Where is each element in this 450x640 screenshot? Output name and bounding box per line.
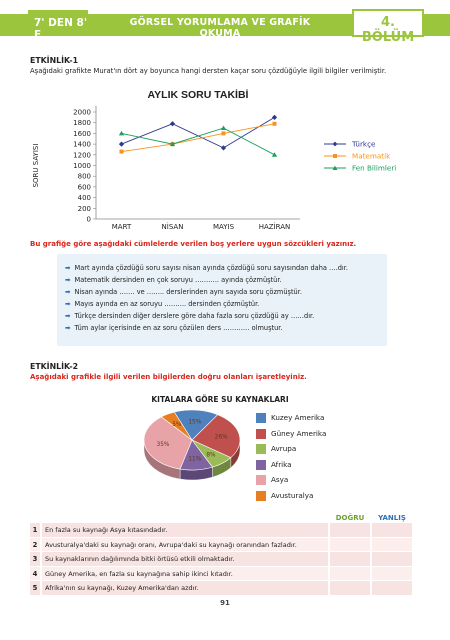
data-point	[170, 121, 175, 126]
row-number: 3	[30, 552, 40, 566]
true-checkbox[interactable]	[330, 538, 370, 552]
legend-label: Fen Bilimleri	[352, 163, 397, 173]
legend-swatch	[256, 460, 266, 470]
list-item: ➡ Türkçe dersinden diğer derslere göre daha fazla soru çözdüğü ay ……dır.	[65, 312, 315, 320]
series-line	[122, 124, 275, 152]
legend-swatch	[256, 413, 266, 423]
pie-value-label: 15%	[188, 419, 202, 426]
y-tick-label: 400	[77, 194, 91, 203]
chapter-badge: 4. BÖLÜM	[352, 9, 424, 37]
legend-swatch	[256, 491, 266, 501]
data-point	[120, 150, 124, 154]
data-point	[119, 131, 124, 136]
y-tick-label: 2000	[73, 108, 91, 117]
y-tick-label: 0	[86, 215, 91, 224]
row-number: 4	[30, 567, 40, 581]
arrow-icon: ➡	[65, 288, 71, 296]
pie-value-label: 35%	[156, 442, 170, 449]
chart-title: AYLIK SORU TAKİBİ	[147, 89, 249, 101]
legend-swatch	[256, 444, 266, 454]
column-header-false: YANLIŞ	[378, 514, 406, 522]
pie-value-label: 11%	[188, 456, 202, 463]
table-row	[30, 523, 422, 537]
true-false-table	[30, 512, 422, 596]
legend-marker	[333, 142, 338, 147]
series-line	[122, 128, 275, 155]
pie-chart	[132, 392, 252, 492]
false-checkbox[interactable]	[372, 581, 412, 595]
y-tick-label: 1800	[73, 119, 91, 128]
table-header	[30, 512, 422, 523]
data-point	[222, 131, 226, 135]
arrow-icon: ➡	[65, 312, 71, 320]
pie-value-label: 8%	[206, 452, 216, 459]
x-tick-label: NİSAN	[161, 223, 184, 231]
list-item: ➡ Mayıs ayında en az soruyu ………. dersinden çözmüştür.	[65, 300, 260, 308]
page-number: 91	[220, 599, 230, 607]
legend-label: Türkçe	[352, 139, 376, 149]
grade-label: 7' DEN 8' E	[28, 10, 88, 36]
true-checkbox[interactable]	[330, 552, 370, 566]
y-axis-label: SORU SAYISI	[32, 143, 40, 188]
arrow-icon: ➡	[65, 324, 71, 332]
activity2-instruction: Aşağıdaki grafikle ilgili verilen bilgilerden doğru olanları işaretleyiniz.	[30, 373, 307, 381]
false-checkbox[interactable]	[372, 538, 412, 552]
y-tick-label: 1400	[73, 140, 91, 149]
pie-value-label: 5%	[172, 421, 182, 428]
legend-label: Avrupa	[271, 444, 297, 453]
legend-marker	[333, 154, 337, 158]
pie-value-label: 26%	[214, 434, 228, 441]
row-statement: Güney Amerika, en fazla su kaynağına sahip ikinci kıtadır.	[42, 567, 328, 581]
series-line	[122, 117, 275, 147]
table-row	[30, 567, 422, 581]
false-checkbox[interactable]	[372, 567, 412, 581]
column-header-true: DOĞRU	[335, 514, 365, 522]
y-tick-label: 200	[77, 204, 91, 213]
row-statement: Afrika'nın su kaynağı, Kuzey Amerika'dan azdır.	[42, 581, 328, 595]
legend-swatch	[256, 429, 266, 439]
legend-label: Asya	[271, 475, 289, 484]
data-point	[272, 115, 277, 120]
row-number: 1	[30, 523, 40, 537]
y-tick-label: 800	[77, 172, 91, 181]
arrow-icon: ➡	[65, 300, 71, 308]
fill-in-sentences-box	[57, 254, 387, 346]
legend-label: Matematik	[352, 151, 391, 161]
y-tick-label: 1200	[73, 151, 91, 160]
data-point	[221, 125, 226, 130]
y-tick-label: 1000	[73, 162, 91, 170]
row-statement: Su kaynaklarının dağılımında bitki örtüsü etkili olmaktadır.	[42, 552, 328, 566]
table-row	[30, 538, 422, 552]
arrow-icon: ➡	[65, 264, 71, 272]
true-checkbox[interactable]	[330, 581, 370, 595]
row-statement: En fazla su kaynağı Asya kıtasındadır.	[42, 523, 328, 537]
table-row	[30, 552, 422, 566]
activity2-title: ETKİNLİK-2	[30, 362, 79, 371]
data-point	[272, 152, 277, 157]
list-item: ➡ Tüm aylar içerisinde en az soru çözülen ders ………… olmuştur.	[65, 324, 283, 332]
legend-label: Güney Amerika	[271, 428, 327, 438]
row-number: 2	[30, 538, 40, 552]
row-number: 5	[30, 581, 40, 595]
list-item: ➡ Nisan ayında ……. ve …….. derslerinden aynı sayıda soru çözmüştür.	[65, 288, 302, 296]
list-item: ➡ Mart ayında çözdüğü soru sayısı nisan ayında çözdüğü soru sayısından daha ….dır.	[65, 264, 348, 272]
list-item: ➡ Matematik dersinden en çok soruyu ……….. ayında çözmüştür.	[65, 276, 282, 284]
section-title: GÖRSEL YORUMLAMA VE GRAFİK OKUMA	[129, 17, 311, 39]
x-tick-label: MAYIS	[212, 223, 235, 231]
false-checkbox[interactable]	[372, 523, 412, 537]
true-checkbox[interactable]	[330, 567, 370, 581]
data-point	[221, 145, 226, 150]
activity1-instruction: Bu grafiğe göre aşağıdaki cümlelerde verilen boş yerlere uygun sözcükleri yazınız.	[30, 240, 357, 248]
true-checkbox[interactable]	[330, 523, 370, 537]
data-point	[119, 142, 124, 147]
line-chart	[28, 86, 428, 236]
legend-label: Avusturalya	[271, 490, 314, 500]
pie-chart-title: KITALARA GÖRE SU KAYNAKLARI	[151, 395, 289, 404]
legend-label: Afrika	[271, 459, 292, 469]
row-statement: Avusturalya'daki su kaynağı oranı, Avrupa'daki su kaynağı oranından fazladır.	[42, 538, 328, 552]
x-tick-label: HAZİRAN	[258, 223, 291, 231]
false-checkbox[interactable]	[372, 552, 412, 566]
table-row	[30, 581, 422, 595]
arrow-icon: ➡	[65, 276, 71, 284]
legend-label: Kuzey Amerika	[271, 413, 325, 422]
activity1-title: ETKİNLİK-1	[30, 56, 79, 65]
activity1-description: Aşağıdaki grafikte Murat'ın dört ay boyunca hangi dersten kaçar soru çözdüğüyle ilgili bilgiler verilmiştir.	[30, 67, 387, 75]
page-header	[0, 0, 450, 46]
y-tick-label: 1600	[73, 129, 91, 138]
legend-swatch	[256, 475, 266, 485]
y-tick-label: 600	[77, 183, 91, 192]
data-point	[273, 122, 277, 126]
x-tick-label: MART	[111, 223, 132, 231]
